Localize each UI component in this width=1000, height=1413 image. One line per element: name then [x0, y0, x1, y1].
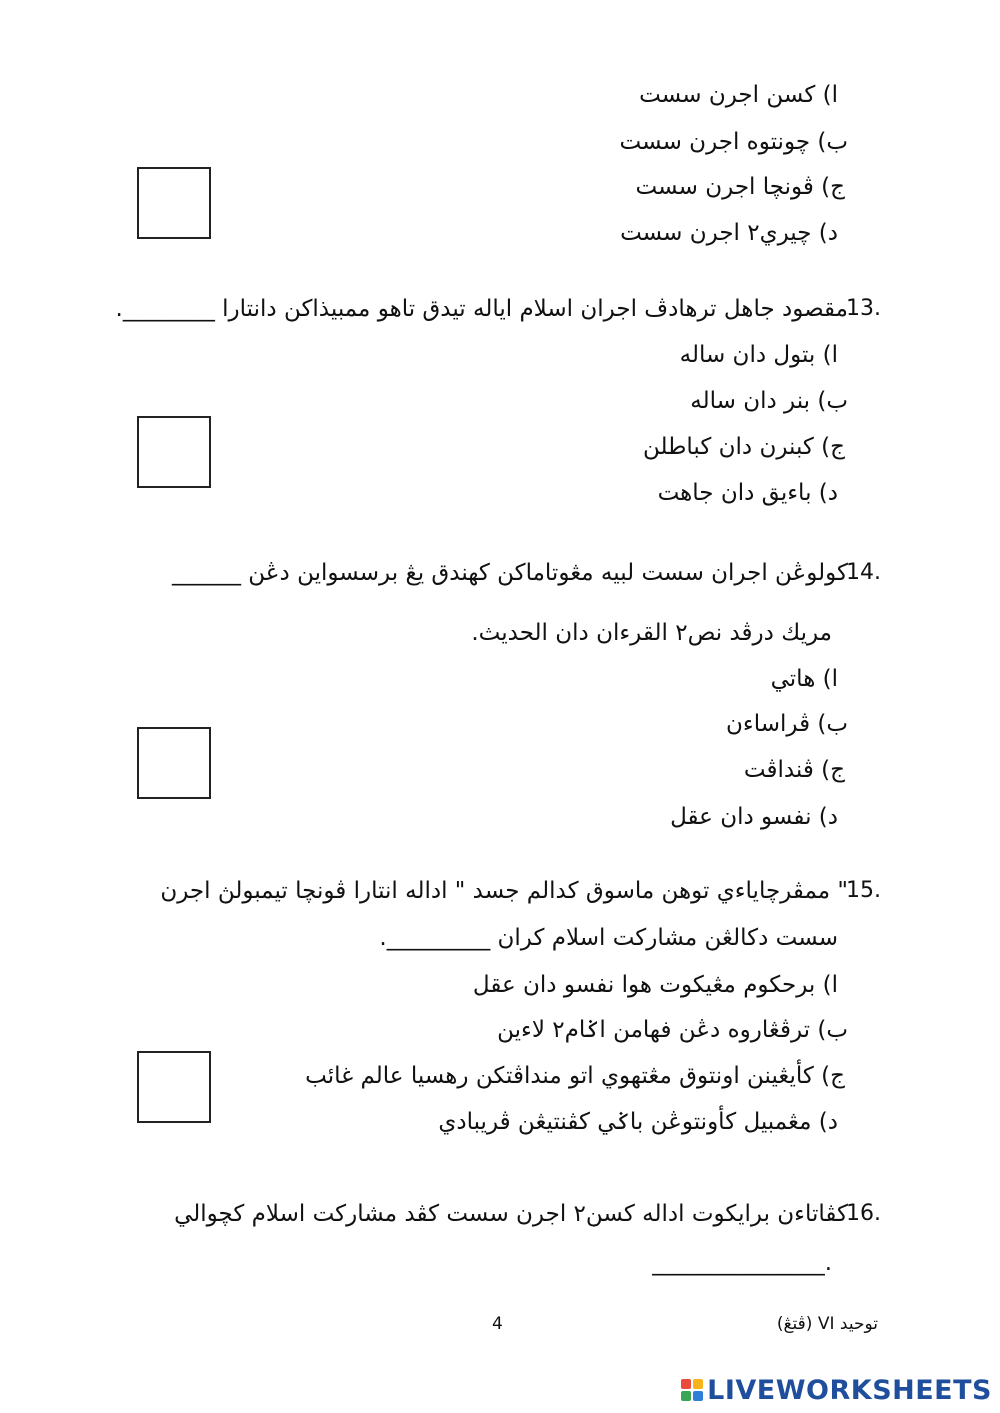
q15-option-b: ب) ترڤڠاروه دڠن فهامن اݢام٢ لاءين [497, 1017, 848, 1043]
q12-option-b: ب) چونتوه اجرن سست [619, 129, 848, 155]
q14-stem-line2: مريك درڤد نص٢ القرءان دان الحديث. [471, 620, 832, 646]
q13-option-b: ب) بنر دان ساله [690, 388, 848, 414]
q16-answer-blank[interactable]: ._______________ [652, 1250, 832, 1276]
q13-stem: مقصود جاهل ترهادڤ اجران اسلام اياله تيدق تاهو ممبيذاكن دانتارا ________. [115, 296, 848, 322]
q15-stem-line1: " ممڤرچاياءي توهن ماسوق كدالم جسد " اداله انتارا ڤونچا تيمبولڽ اجرن [160, 878, 848, 904]
liveworksheets-logo-icon [681, 1379, 703, 1401]
q16-number: 16. [846, 1201, 881, 1226]
q12-option-d: د) چيري٢ اجرن سست [620, 220, 838, 246]
q13-option-d: د) باءيق دان جاهت [657, 480, 838, 506]
q15-option-c: ج) كأيڠينن اونتوق مڠتهوي اتو منداڤتكن رهسيا عالم غائب [305, 1063, 845, 1089]
q15-option-d: د) مڠمبيل كأونتوڠن باݢي كڤنتيڠن ڤريبادي [438, 1109, 838, 1135]
q13-option-a: ا) بتول دان ساله [679, 342, 838, 368]
footer-subject: توحيد VI (ڤتڠ) [776, 1314, 878, 1334]
liveworksheets-logo [681, 1375, 992, 1405]
q14-option-b: ب) ڤراساءن [726, 711, 848, 737]
q14-option-c: ج) ڤنداڤت [743, 757, 845, 783]
q12-option-a: ا) كسن اجرن سست [639, 82, 838, 108]
q12-option-c: ج) ڤونچا اجرن سست [635, 174, 845, 200]
q14-stem-line1: كولوڠن اجران سست لبيه مڠوتاماكن كهندق يڠ برسسواين دڠن ______ [171, 560, 848, 586]
q13-option-c: ج) كبنرن دان كباطلن [642, 434, 845, 460]
q15-number: 15. [846, 878, 881, 903]
q14-option-d: د) نفسو دان عقل [670, 804, 838, 830]
q15-option-a: ا) برحكوم مڠيكوت هوا نفسو دان عقل [472, 972, 838, 998]
q14-option-a: ا) هاتي [770, 666, 838, 692]
q13-answer-box[interactable] [137, 416, 211, 488]
liveworksheets-logo-text: LIVEWORKSHEETS [707, 1374, 992, 1406]
q15-stem-line2: سست دكالڠن مشاركت اسلام كران _________. [379, 925, 838, 951]
q13-number: 13. [846, 296, 881, 321]
q15-answer-box[interactable] [137, 1051, 211, 1123]
q16-stem: كڤاتاءن برايكوت اداله كسن٢ اجرن سست كڤد مشاركت اسلام كچوالي [174, 1201, 848, 1227]
q14-answer-box[interactable] [137, 727, 211, 799]
footer-page-number: 4 [492, 1314, 503, 1334]
q12-answer-box[interactable] [137, 167, 211, 239]
q14-number: 14. [846, 560, 881, 585]
